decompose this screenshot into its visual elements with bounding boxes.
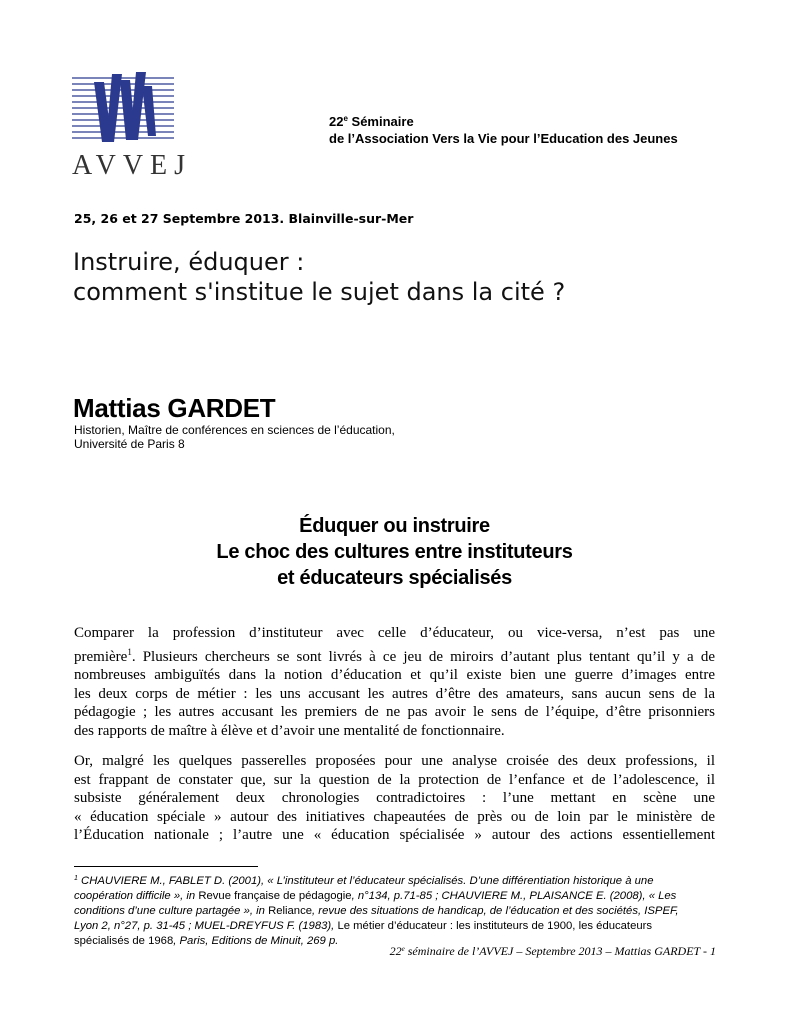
paragraph-line: subsiste généralement deux chronologies contradictoires : l’une mettant en scène une xyxy=(74,790,715,806)
body-paragraph xyxy=(74,752,715,845)
affiliation-line: Historien, Maître de conférences en sciences de l’éducation, xyxy=(74,423,395,437)
paragraph-line: les deux corps de métier : les uns accusant les autres d’être des amateurs, sans aucun sens de la xyxy=(74,685,715,702)
footnote-line: $^1$ CHAUVIERE M., FABLET D. (2001), « L’instituteur et l’éducateur spécialisés. D’une différentiation historique à une xyxy=(74,875,654,887)
paragraph-line: Or, malgré les quelques passerelles proposées pour une analyse croisée des deux professions, il xyxy=(74,753,715,769)
author-affiliation xyxy=(74,423,395,451)
conference-title xyxy=(73,247,565,307)
footnote-reference[interactable]: 1 xyxy=(127,646,132,657)
footnote-line: Lyon 2, n°27, p. 31-45 ; MUEL-DREYFUS F. (1983), Le métier d’éducateur : les instituteurs de 1900, les éducateurs xyxy=(74,920,653,932)
article-title-line: Éduquer ou instruire xyxy=(299,515,490,537)
conference-title-line: comment s'institue le sujet dans la cité ? xyxy=(73,278,566,306)
affiliation-line: Université de Paris 8 xyxy=(74,437,185,451)
seminar-header xyxy=(329,110,678,147)
paragraph-line: Comparer la profession d’instituteur avec celle d’éducateur, ou vice-versa, n’est pas une xyxy=(74,625,715,641)
body-paragraph xyxy=(74,624,715,740)
footnote-line: coopération difficile », in Revue française de pédagogie, n°134, p.71-85 ; CHAUVIERE M., PLAISANCE E. (2008), « Les xyxy=(74,890,677,902)
paragraph-line: est frappant de constater que, sur la question de la protection de l’enfance et de l’adolescence, il xyxy=(74,771,715,788)
paragraph-line: des rapports de maître à élève et d’avoir une mentalité de fonctionnaire. xyxy=(74,722,505,739)
logo-wordmark: AVVEJ xyxy=(72,150,193,181)
footnote-line: conditions d’une culture partagée », in Reliance, revue des situations de handicap, de l’éducation et des sociétés, ISPEF, xyxy=(74,905,679,917)
conference-title-line: Instruire, éduquer : xyxy=(73,248,305,276)
paragraph-line: pédagogie ; les autres accusant les premiers de ne pas avoir le sens de l’équipe, d’être prisonniers xyxy=(74,704,715,720)
article-title-line: et éducateurs spécialisés xyxy=(277,567,512,589)
association-name: de l’Association Vers la Vie pour l’Education des Jeunes xyxy=(329,131,678,146)
paragraph-line: l’Éducation nationale ; l’autre une « éducation spécialisée » autour des actions essentiellement xyxy=(74,827,715,843)
article-title-line: Le choc des cultures entre instituteurs xyxy=(216,541,573,563)
article-title xyxy=(74,513,715,591)
footnote-line: spécialisés de 1968, Paris, Editions de Minuit, 269 p. xyxy=(74,935,339,947)
paragraph-line: première$^1$. Plusieurs chercheurs se sont livrés à ce jeu de miroirs d’autant plus tentant qu’il y a de xyxy=(74,646,715,665)
event-dates: 25, 26 et 27 Septembre 2013. Blainville-sur-Mer xyxy=(74,211,414,226)
author-name: Mattias GARDET xyxy=(73,393,276,423)
seminar-title: 22e Séminaire xyxy=(329,114,414,129)
footnote xyxy=(74,871,715,949)
footnote-divider xyxy=(74,866,258,867)
paragraph-line: nombreuses ambiguïtés dans la notion d’éducation et qu’il existe bien une guerre d’images entre xyxy=(74,667,715,683)
page-footer: 22e séminaire de l’AVVEJ – Septembre 2013 – Mattias GARDET - 1 xyxy=(389,944,716,958)
paragraph-line: « éducation spéciale » autour des initiatives chapeautées de près ou de loin par le ministère de xyxy=(74,808,715,825)
